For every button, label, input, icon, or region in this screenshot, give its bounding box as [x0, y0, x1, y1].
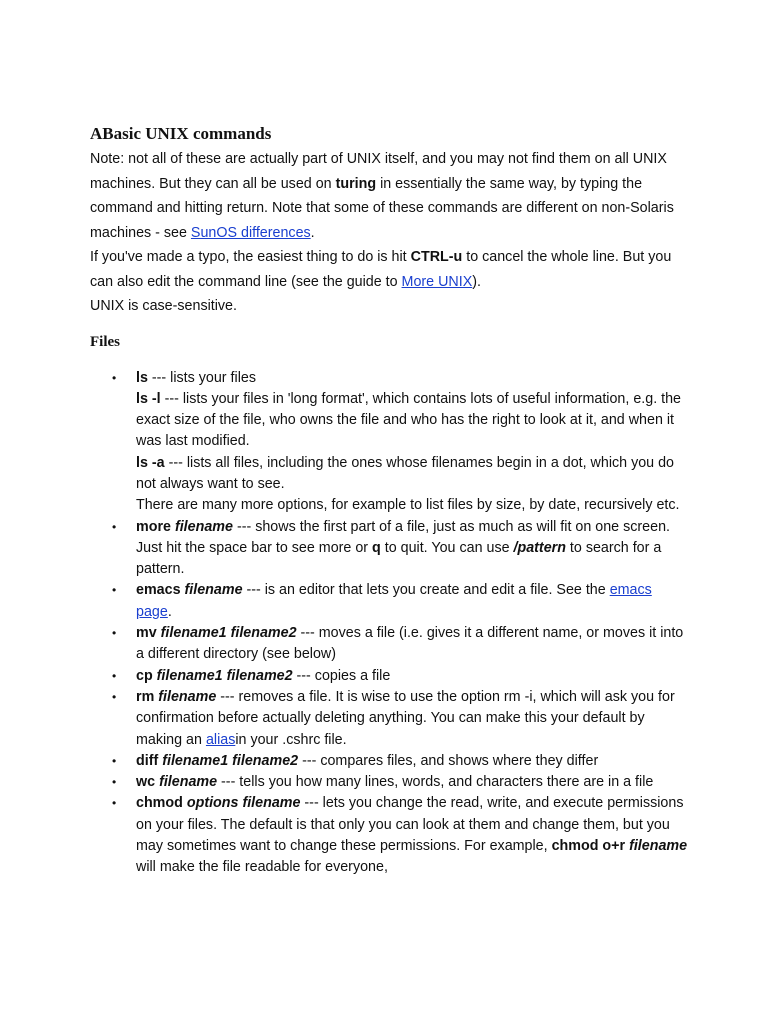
intro-typo-end: ). — [472, 273, 481, 290]
intro-note-paragraph — [90, 147, 690, 245]
more-command: more — [136, 518, 171, 535]
wc-description: --- tells you how many lines, words, and characters there are in a file — [217, 774, 654, 791]
cp-command: cp — [136, 667, 153, 684]
intro-typo-paragraph — [90, 245, 690, 294]
bullet-icon: • — [112, 775, 117, 790]
sunos-differences-link[interactable]: SunOS differences — [190, 224, 311, 241]
rm-description: --- removes a file. It is wise to use the option rm -i, which will ask you for confirmation before actually deleting anything. You can make this your default by making an — [136, 688, 675, 748]
ls-more-options-line: There are many more options, for example to list files by size, by date, recursively etc. — [136, 497, 680, 514]
ls-a-line — [136, 453, 690, 496]
page-title: ABasic UNIX commands — [90, 124, 272, 143]
more-description-3: to search for a pattern. — [136, 539, 662, 578]
ls-line — [136, 368, 690, 389]
ls-l-command: ls -l — [136, 390, 161, 407]
list-item-wc — [90, 772, 690, 793]
rm-command: rm — [136, 688, 155, 705]
intro-case-paragraph: UNIX is case-sensitive. — [90, 298, 237, 314]
more-pattern: /pattern — [513, 539, 566, 556]
bullet-icon: • — [112, 370, 117, 385]
wc-argument: filename — [159, 774, 218, 791]
wc-command: wc — [136, 774, 156, 791]
ls-l-line — [136, 389, 690, 453]
more-description: --- shows the first part of a file, just as much as will fit on one screen. Just hit the space bar to see more or — [136, 518, 670, 556]
emacs-end: . — [167, 603, 172, 620]
mv-description: --- moves a file (i.e. gives it a different name, or moves it into a different directory (see below) — [136, 625, 684, 663]
bullet-icon: • — [112, 519, 117, 534]
alias-link[interactable]: alias — [205, 731, 236, 748]
bullet-icon: • — [112, 668, 117, 683]
emacs-argument: filename — [184, 582, 243, 599]
more-description-2: to quit. You can use — [380, 539, 514, 556]
ctrl-u-bold-text: CTRL-u — [410, 249, 463, 265]
more-unix-link[interactable]: More UNIX — [401, 273, 473, 290]
ls-description: --- lists your files — [147, 369, 256, 386]
list-item-diff — [90, 751, 690, 772]
files-command-list — [90, 368, 690, 879]
diff-description: --- compares files, and shows where they differ — [298, 752, 599, 769]
chmod-example-argument: filename — [629, 838, 688, 855]
rm-argument: filename — [158, 688, 217, 705]
intro-typo-text-2: to cancel the whole line. But you can also edit the command line (see the guide to — [90, 249, 672, 290]
mv-argument: filename1 filename2 — [160, 625, 297, 642]
chmod-description-2: will make the file readable for everyone, — [136, 859, 388, 876]
ls-command: ls — [136, 369, 148, 386]
emacs-page-link[interactable]: emacs page — [136, 582, 652, 620]
chmod-argument: options filename — [186, 795, 301, 812]
chmod-description: --- lets you change the read, write, and execute permissions on your files. The default is that only you can look at them and change them, but you may sometimes want to change these permissions. For example, — [136, 795, 684, 855]
intro-note-end: . — [310, 224, 315, 241]
intro-section — [90, 147, 690, 319]
emacs-command: emacs — [136, 582, 181, 599]
cp-argument: filename1 filename2 — [156, 667, 293, 684]
mv-command: mv — [136, 625, 157, 642]
cp-description: --- copies a file — [292, 667, 391, 684]
list-item-chmod — [90, 793, 690, 878]
bullet-icon: • — [112, 689, 117, 704]
files-section-heading: Files — [90, 333, 120, 350]
bullet-icon: • — [112, 626, 117, 641]
diff-command: diff — [136, 752, 159, 769]
bullet-icon: • — [112, 796, 117, 811]
more-q-key: q — [372, 539, 381, 556]
rm-end: in your .cshrc file. — [235, 731, 347, 748]
intro-note-text-2: in essentially the same way, by typing the command and hitting return. Note that some of these commands are different on non-Solaris machines - see — [90, 175, 674, 241]
list-item-emacs — [90, 580, 690, 623]
intro-typo-text: If you've made a typo, the easiest thing to do is hit — [90, 249, 411, 265]
list-item-more — [90, 517, 690, 581]
list-item-ls — [90, 368, 690, 517]
list-item-rm — [90, 687, 690, 751]
bullet-icon: • — [112, 583, 117, 598]
ls-a-command: ls -a — [136, 454, 165, 471]
list-item-mv — [90, 623, 690, 666]
intro-note-text: Note: not all of these are actually part of UNIX itself, and you may not find them on all UNIX machines. But they can all be used on — [90, 151, 667, 192]
emacs-description: --- is an editor that lets you create and edit a file. See the — [242, 582, 610, 599]
chmod-example-command: chmod o+r — [551, 838, 626, 855]
turing-bold-text: turing — [335, 175, 377, 192]
ls-l-description: --- lists your files in 'long format', which contains lots of useful information, e.g. the exact size of the file, who owns the file and who has the right to look at it, and when it was last modified. — [136, 390, 682, 450]
list-item-cp — [90, 666, 690, 687]
more-argument: filename — [174, 518, 233, 535]
bullet-icon: • — [112, 753, 117, 768]
document-page — [90, 122, 690, 879]
ls-a-description: --- lists all files, including the ones whose filenames begin in a dot, which you do not always want to see. — [136, 454, 675, 492]
diff-argument: filename1 filename2 — [162, 752, 299, 769]
chmod-command: chmod — [136, 795, 183, 812]
